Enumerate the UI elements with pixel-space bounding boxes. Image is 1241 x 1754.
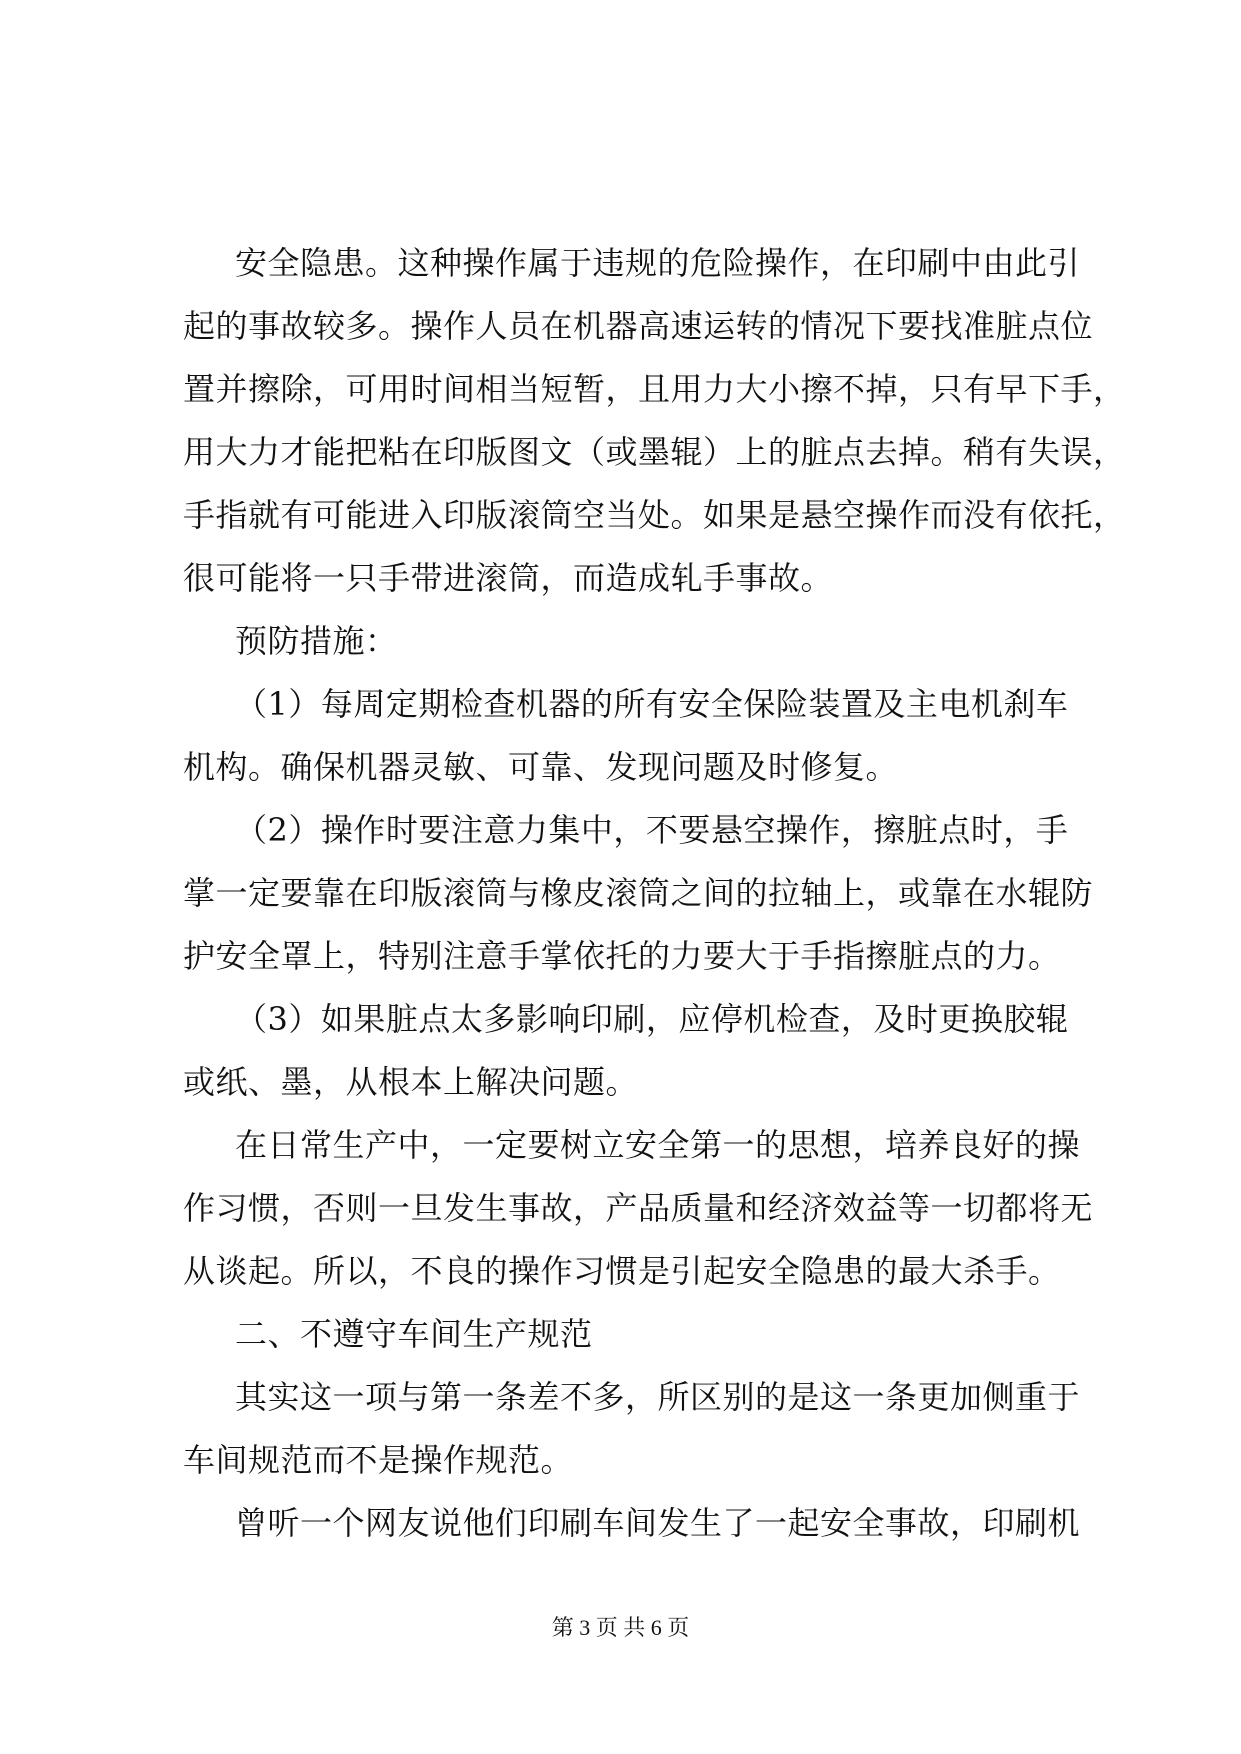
text-line: 手指就有可能进入印版滚筒空当处。如果是悬空操作而没有依托， [183, 496, 1126, 534]
text-line: 掌一定要靠在印版滚筒与橡皮滚筒之间的拉轴上，或靠在水辊防 [183, 874, 1094, 912]
text-line: 用大力才能把粘在印版图文（或墨辊）上的脏点去掉。稍有失误， [183, 433, 1126, 471]
text-line: 置并擦除，可用时间相当短暂，且用力大小擦不掉，只有早下手， [183, 370, 1126, 408]
text-line: 很可能将一只手带进滚筒，而造成轧手事故。 [183, 559, 834, 597]
list-item-1: （1）每周定期检查机器的所有安全保险装置及主电机刹车 [235, 685, 1069, 723]
text-line: 护安全罩上，特别注意手掌依托的力要大于手指擦脏点的力。 [183, 937, 1061, 975]
list-item-3: （3）如果脏点太多影响印刷，应停机检查，及时更换胶辊 [235, 1000, 1069, 1038]
text-line: 车间规范而不是操作规范。 [183, 1441, 574, 1479]
text-line: 其实这一项与第一条差不多，所区别的是这一条更加侧重于 [235, 1378, 1081, 1416]
list-item-2: （2）操作时要注意力集中，不要悬空操作，擦脏点时，手 [235, 811, 1069, 849]
text-line: 在日常生产中，一定要树立安全第一的思想，培养良好的操 [235, 1126, 1081, 1164]
text-line: 曾听一个网友说他们印刷车间发生了一起安全事故，印刷机 [235, 1504, 1081, 1542]
section-heading: 二、不遵守车间生产规范 [235, 1315, 593, 1353]
text-line: 或纸、墨，从根本上解决问题。 [183, 1063, 639, 1101]
text-line: 从谈起。所以，不良的操作习惯是引起安全隐患的最大杀手。 [183, 1252, 1061, 1290]
text-line: 机构。确保机器灵敏、可靠、发现问题及时修复。 [183, 748, 899, 786]
text-line: 安全隐患。这种操作属于违规的危险操作，在印刷中由此引 [235, 244, 1081, 282]
text-line: 起的事故较多。操作人员在机器高速运转的情况下要找准脏点位 [183, 307, 1094, 345]
page-footer: 第 3 页 共 6 页 [551, 1615, 690, 1640]
document-body [183, 232, 1126, 1555]
text-line: 作习惯，否则一旦发生事故，产品质量和经济效益等一切都将无 [183, 1189, 1094, 1227]
section-label: 预防措施： [235, 622, 398, 660]
